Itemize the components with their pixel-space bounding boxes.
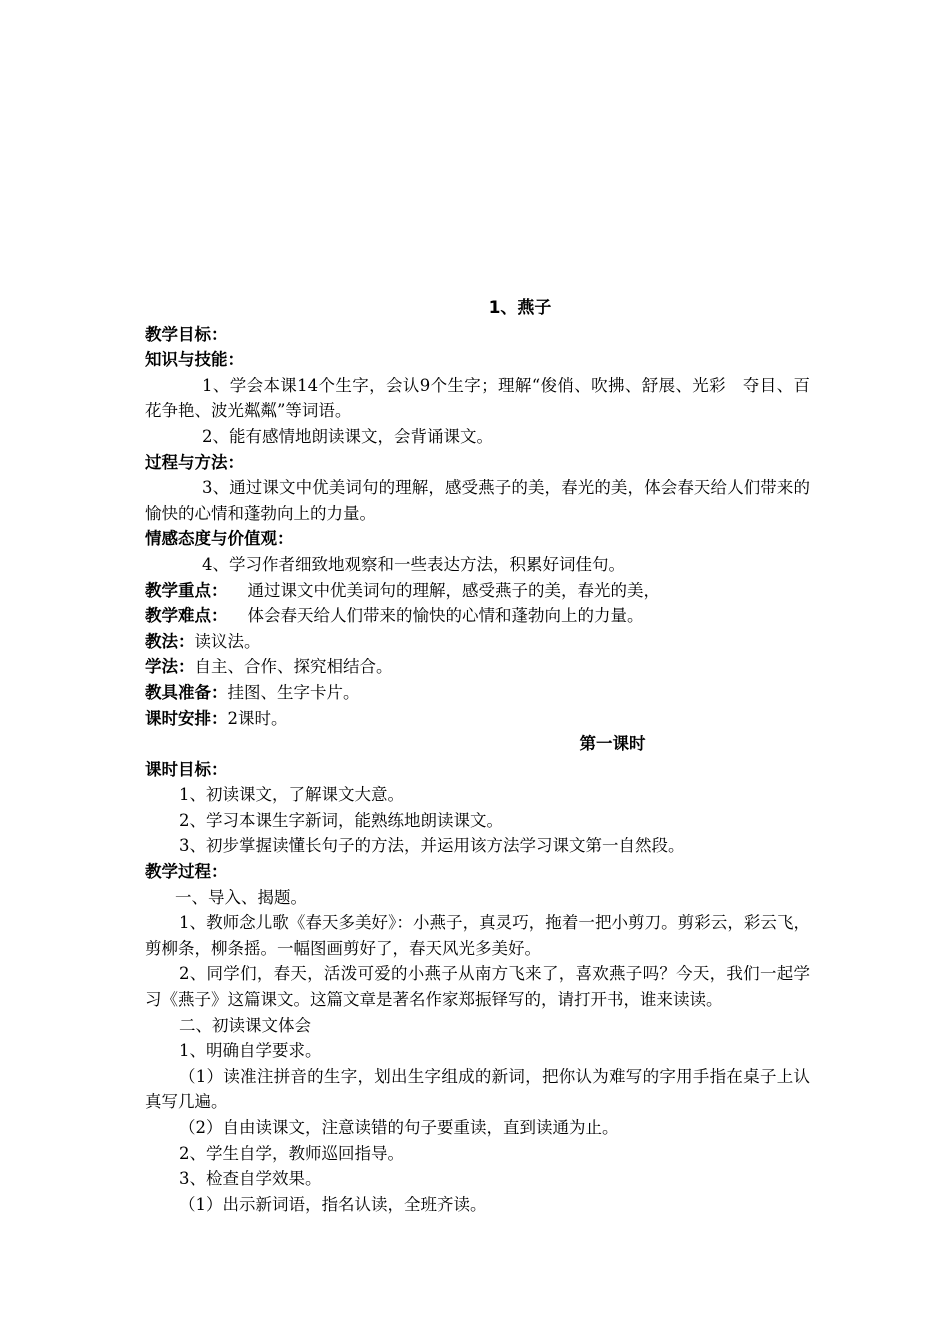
goal-item-4: 4、学习作者细致地观察和一些表达方法，积累好词佳句。 [202,554,625,574]
goal-item-1: 1、学会本课14个生字，会认9个生字；理解“俊俏、吹拂、舒展、光彩 夺目、百花争艳、波光粼粼”等词语。 [145,375,810,421]
step-2-1b: （2）自由读课文，注意读错的句子要重读，直到读通为止。 [179,1118,619,1137]
study-label: 学法： [145,657,195,677]
step-2-3: 3、检查自学效果。 [179,1169,322,1189]
lesson-goals-heading: 课时目标： [145,759,228,779]
page-title: 1、燕子 [488,298,552,318]
lesson-title: 第一课时 [579,734,646,754]
schedule-text: 2课时。 [227,708,288,728]
key-point-row [145,578,810,604]
key-point-label: 教学重点： [145,580,228,600]
emotion-heading: 情感态度与价值观： [145,529,294,549]
lesson-goal-2: 2、学习本课生字新词，能熟练地朗读课文。 [179,810,503,830]
tools-row [145,680,810,706]
step-2-1a: （1）读准注拼音的生字，划出生字组成的新词，把你认为难写的字用手指在桌子上认真写几遍。 [145,1066,810,1112]
step-1-2: 2、同学们，春天，活泼可爱的小燕子从南方飞来了，喜欢燕子吗？今天，我们一起学习《燕子》这篇课文。这篇文章是著名作家郑振铎写的，请打开书，谁来读读。 [145,964,810,1010]
process-heading: 过程与方法： [145,452,244,472]
step-2-1: 1、明确自学要求。 [179,1041,322,1061]
goal-item-2: 2、能有感情地朗读课文，会背诵课文。 [202,426,493,446]
schedule-row [145,706,810,732]
study-row [145,654,810,680]
method-label: 教法： [145,631,195,651]
difficulty-label: 教学难点： [145,606,228,626]
step-2-2: 2、学生自学，教师巡回指导。 [179,1143,404,1163]
lesson-goal-1: 1、初读课文，了解课文大意。 [179,785,404,805]
document-page [145,296,810,1217]
schedule-label: 课时安排： [145,708,228,728]
tools-text: 挂图、生字卡片。 [227,682,360,702]
method-row [145,629,810,655]
goal-item-3: 3、通过课文中优美词句的理解，感受燕子的美，春光的美，体会春天给人们带来的愉快的心情和蓬勃向上的力量。 [145,478,810,523]
step-2-3a: （1）出示新词语，指名认读，全班齐读。 [179,1194,487,1214]
method-text: 读议法。 [194,631,261,651]
teaching-process-heading: 教学过程： [145,862,228,882]
step-2: 二、初读课文体会 [179,1015,311,1035]
knowledge-heading: 知识与技能： [145,350,244,370]
key-point-text: 通过课文中优美词句的理解，感受燕子的美，春光的美， [247,580,660,600]
difficulty-text: 体会春天给人们带来的愉快的心情和蓬勃向上的力量。 [247,606,644,626]
lesson-goal-3: 3、初步掌握读懂长句子的方法，并运用该方法学习课文第一自然段。 [179,836,685,856]
step-1: 一、导入、揭题。 [175,887,307,907]
tools-label: 教具准备： [145,682,228,702]
study-text: 自主、合作、探究相结合。 [194,657,393,677]
step-1-1: 1、教师念儿歌《春天多美好》：小燕子，真灵巧，拖着一把小剪刀。剪彩云，彩云飞，剪柳条，柳条摇。一幅图画剪好了，春天风光多美好。 [145,913,810,958]
difficulty-row [145,603,810,629]
teaching-goals-heading: 教学目标： [145,324,228,344]
